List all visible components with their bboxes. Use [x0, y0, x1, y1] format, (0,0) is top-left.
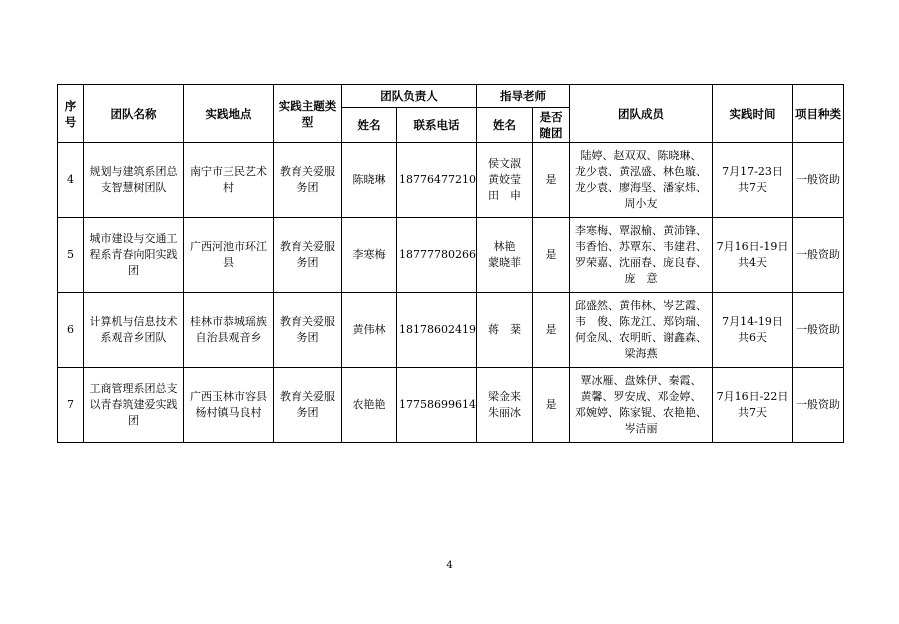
header-members: 团队成员: [570, 85, 713, 143]
cell-seq: 7: [58, 368, 84, 443]
cell-advisor-name: 蒋 棻: [477, 293, 533, 368]
cell-theme-type: 教育关爱服务团: [274, 218, 342, 293]
header-theme-type: 实践主题类型: [274, 85, 342, 143]
header-location: 实践地点: [184, 85, 274, 143]
table-row: [58, 143, 844, 218]
header-advisor-accompany: 是否随团: [533, 108, 570, 143]
header-advisor-group: 指导老师: [477, 85, 570, 108]
cell-category: 一般资助: [793, 293, 844, 368]
cell-advisor-accompany: 是: [533, 368, 570, 443]
header-advisor-name: 姓名: [477, 108, 533, 143]
cell-category: 一般资助: [793, 143, 844, 218]
cell-leader-name: 李寒梅: [342, 218, 397, 293]
header-team-name: 团队名称: [84, 85, 184, 143]
header-leader-phone: 联系电话: [397, 108, 477, 143]
cell-seq: 6: [58, 293, 84, 368]
header-time: 实践时间: [713, 85, 793, 143]
practice-team-table: [57, 84, 844, 443]
cell-location: 广西玉林市容县杨村镇马良村: [184, 368, 274, 443]
header-leader-group: 团队负责人: [342, 85, 477, 108]
cell-advisor-name: 侯文淑 黄姣莹 田 申: [477, 143, 533, 218]
cell-leader-name: 陈晓琳: [342, 143, 397, 218]
header-row: [58, 85, 844, 108]
header-category: 项目种类: [793, 85, 844, 143]
cell-advisor-accompany: 是: [533, 218, 570, 293]
cell-location: 南宁市三民艺术村: [184, 143, 274, 218]
table-row: [58, 368, 844, 443]
header-leader-name: 姓名: [342, 108, 397, 143]
cell-team-name: 工商管理系团总支以青春筑建爱实践团: [84, 368, 184, 443]
cell-members: 邱盛然、黄伟林、岑艺霞、 韦 俊、陈龙江、郑钧瑞、 何金凤、农明昕、谢鑫森、 梁海燕: [570, 293, 713, 368]
cell-category: 一般资助: [793, 368, 844, 443]
cell-theme-type: 教育关爱服务团: [274, 293, 342, 368]
cell-seq: 4: [58, 143, 84, 218]
cell-time: 7月16日-19日 共4天: [713, 218, 793, 293]
cell-seq: 5: [58, 218, 84, 293]
cell-category: 一般资助: [793, 218, 844, 293]
cell-team-name: 计算机与信息技术系观音乡团队: [84, 293, 184, 368]
cell-members: 覃冰雁、盘姝伊、秦霞、 黄馨、罗安成、邓金婷、 邓婉婷、陈家锟、农艳艳、 岑洁丽: [570, 368, 713, 443]
cell-leader-phone: 18777780266: [397, 218, 477, 293]
cell-leader-phone: 17758699614: [397, 368, 477, 443]
cell-leader-name: 黄伟林: [342, 293, 397, 368]
cell-advisor-name: 梁金来 朱丽冰: [477, 368, 533, 443]
cell-leader-name: 农艳艳: [342, 368, 397, 443]
table-row: [58, 218, 844, 293]
table-row: [58, 293, 844, 368]
cell-members: 陆婷、赵双双、陈晓琳、 龙少袁、黄泓盛、林色璇、 龙少袁、廖海坚、潘家炜、 周小友: [570, 143, 713, 218]
cell-time: 7月17-23日 共7天: [713, 143, 793, 218]
header-seq: 序号: [58, 85, 84, 143]
cell-advisor-accompany: 是: [533, 143, 570, 218]
cell-location: 广西河池市环江县: [184, 218, 274, 293]
cell-leader-phone: 18776477210: [397, 143, 477, 218]
cell-members: 李寒梅、覃淑榆、黄沛锋、 韦香怡、苏覃东、韦建君、 罗荣嘉、沈丽春、庞良春、 庞 意: [570, 218, 713, 293]
cell-team-name: 规划与建筑系团总支智慧树团队: [84, 143, 184, 218]
cell-theme-type: 教育关爱服务团: [274, 368, 342, 443]
cell-theme-type: 教育关爱服务团: [274, 143, 342, 218]
cell-time: 7月14-19日 共6天: [713, 293, 793, 368]
cell-advisor-accompany: 是: [533, 293, 570, 368]
page-number: 4: [446, 560, 453, 571]
cell-time: 7月16日-22日 共7天: [713, 368, 793, 443]
cell-location: 桂林市恭城瑶族自治县观音乡: [184, 293, 274, 368]
cell-team-name: 城市建设与交通工程系青春向阳实践团: [84, 218, 184, 293]
cell-advisor-name: 林艳 蒙晓菲: [477, 218, 533, 293]
cell-leader-phone: 18178602419: [397, 293, 477, 368]
